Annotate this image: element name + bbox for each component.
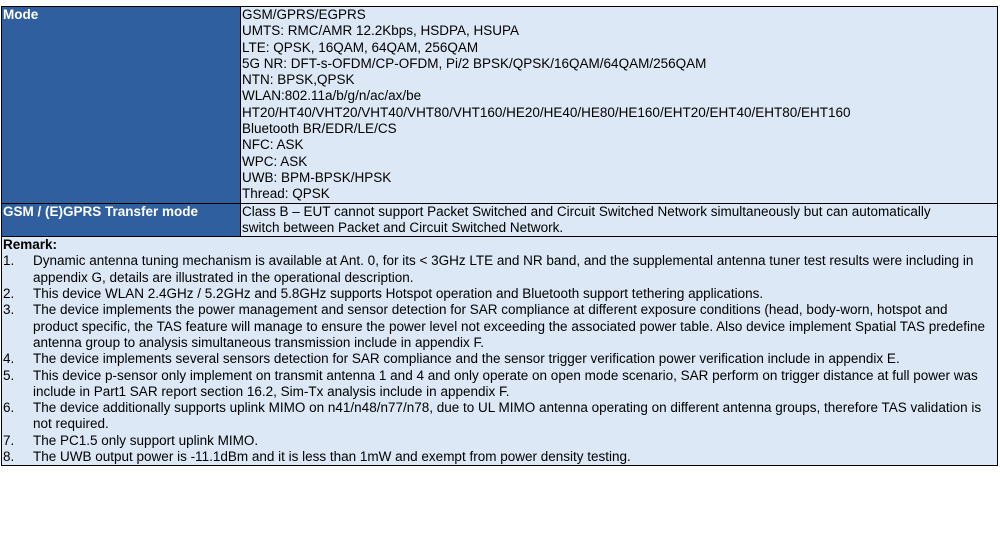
remark-item bbox=[3, 400, 996, 433]
mode-line: 5G NR: DFT-s-OFDM/CP-OFDM, Pi/2 BPSK/QPSK/16QAM/64QAM/256QAM bbox=[242, 55, 707, 71]
remark-item bbox=[3, 302, 996, 351]
transfer-mode-line: Class B – EUT cannot support Packet Switched and Circuit Switched Network simultaneously but can automatically bbox=[242, 203, 931, 219]
mode-line: Bluetooth BR/EDR/LE/CS bbox=[242, 121, 397, 137]
remark-text: The PC1.5 only support uplink MIMO. bbox=[33, 432, 259, 448]
mode-line: UWB: BPM-BPSK/HPSK bbox=[242, 169, 392, 185]
transfer-mode-line: switch between Packet and Circuit Switched Network. bbox=[242, 219, 564, 235]
remark-text: This device WLAN 2.4GHz / 5.2GHz and 5.8GHz supports Hotspot operation and Bluetooth support tethering applications. bbox=[33, 286, 764, 302]
remark-number: 2. bbox=[3, 286, 15, 302]
remark-number: 7. bbox=[3, 432, 15, 448]
remark-text: Dynamic antenna tuning mechanism is available at Ant. 0, for its < 3GHz LTE and NR band, and the supplemental antenna tuner test results were including in appendix G, details are illustrated in the operational description. bbox=[33, 253, 974, 285]
remark-item bbox=[3, 253, 996, 286]
remark-text: This device p-sensor only implement on transmit antenna 1 and 4 and only operate on open mode scenario, SAR perform on trigger distance at full power was include in Part1 SAR report section 16.2, Sim-Tx analysis include in appendix F. bbox=[33, 367, 978, 399]
mode-line: WLAN:802.11a/b/g/n/ac/ax/be bbox=[242, 88, 422, 104]
remark-item bbox=[3, 368, 996, 401]
mode-line: GSM/GPRS/EGPRS bbox=[242, 7, 366, 22]
transfer-mode-row bbox=[2, 203, 998, 237]
remark-item bbox=[3, 286, 996, 302]
remark-item bbox=[3, 449, 996, 465]
mode-line: Thread: QPSK bbox=[242, 186, 330, 202]
remark-number: 1. bbox=[3, 253, 15, 269]
remark-text: The device implements the power management and sensor detection for SAR compliance at different exposure conditions (head, body-worn, hotspot and product specific, the TAS feature will manage to ensure the power level not exceeding the associated power table. Also device implement Spatial TAS predefine antenna group to analysis simultaneous transmission include in appendix F. bbox=[33, 302, 986, 350]
remark-number: 8. bbox=[3, 449, 15, 465]
mode-row bbox=[2, 7, 998, 204]
mode-values bbox=[241, 7, 998, 204]
remark-number: 5. bbox=[3, 367, 15, 383]
remark-text: The device implements several sensors detection for SAR compliance and the sensor trigger verification power verification include in appendix E. bbox=[33, 351, 900, 367]
mode-line: LTE: QPSK, 16QAM, 64QAM, 256QAM bbox=[242, 39, 479, 55]
remarks-row bbox=[2, 237, 998, 466]
remarks-cell bbox=[2, 237, 998, 466]
remark-text: The UWB output power is -11.1dBm and it is less than 1mW and exempt from power density testing. bbox=[33, 449, 631, 465]
remark-number: 4. bbox=[3, 351, 15, 367]
remarks-title: Remark: bbox=[3, 237, 58, 253]
mode-line: NFC: ASK bbox=[242, 137, 304, 153]
remark-item bbox=[3, 351, 996, 367]
transfer-mode-values bbox=[241, 203, 998, 237]
remark-number: 6. bbox=[3, 400, 15, 416]
mode-label: Mode bbox=[2, 7, 241, 204]
transfer-mode-label: GSM / (E)GPRS Transfer mode bbox=[2, 203, 241, 237]
mode-line: WPC: ASK bbox=[242, 153, 308, 169]
spec-table bbox=[1, 6, 998, 466]
mode-line: NTN: BPSK,QPSK bbox=[242, 72, 355, 88]
mode-line: UMTS: RMC/AMR 12.2Kbps, HSDPA, HSUPA bbox=[242, 23, 520, 39]
remark-text: The device additionally supports uplink MIMO on n41/n48/n77/n78, due to UL MIMO antenna operating on different antenna groups, therefore TAS validation is not required. bbox=[33, 400, 982, 432]
mode-line: HT20/HT40/VHT20/VHT40/VHT80/VHT160/HE20/HE40/HE80/HE160/EHT20/EHT40/EHT80/EHT160 bbox=[242, 104, 851, 120]
remark-item bbox=[3, 433, 996, 449]
remark-number: 3. bbox=[3, 302, 15, 318]
